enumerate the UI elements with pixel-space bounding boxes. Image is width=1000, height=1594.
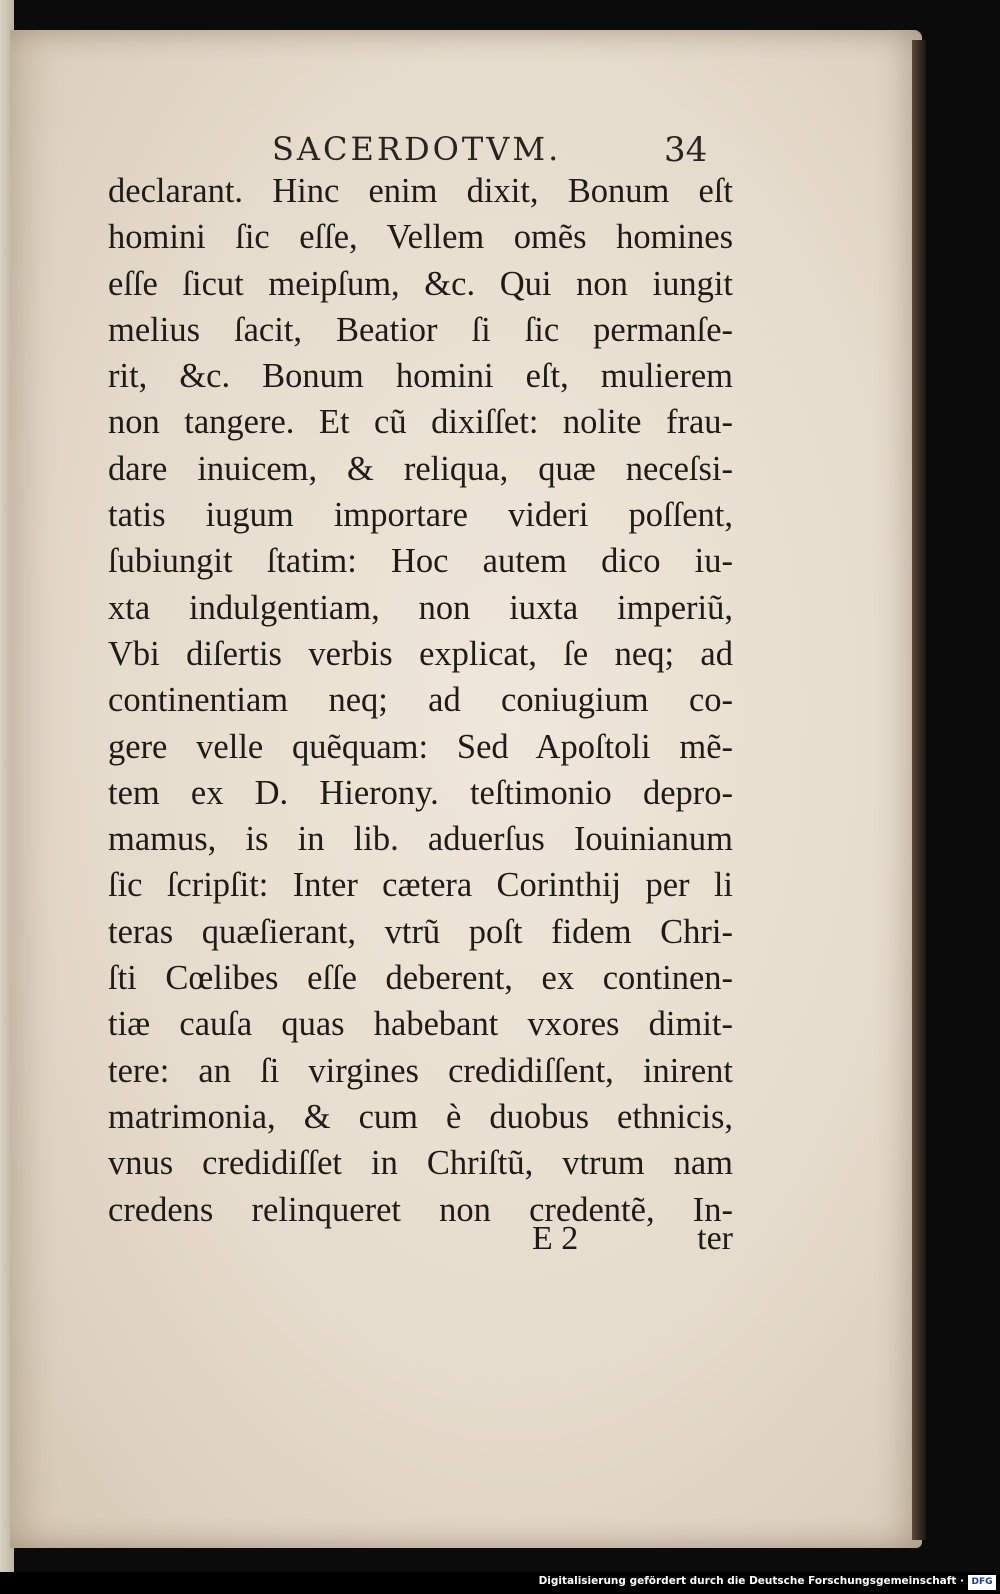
text-line: declarant. Hinc enim dixit, Bonum eſt xyxy=(108,172,733,210)
page-header xyxy=(272,130,712,170)
text-line: tiæ cauſa quas habebant vxores dimit- xyxy=(108,1005,733,1044)
text-line: teras quæſierant, vtrũ poſt fidem Chri- xyxy=(108,912,733,951)
text-line: tatis iugum importare videri poſſent, xyxy=(108,496,733,535)
credit-text: Digitalisierung gefördert durch die Deutsche Forschungsgemeinschaft · xyxy=(538,1575,964,1587)
page-footer xyxy=(108,1220,733,1264)
text-line: ſti Cœlibes eſſe deberent, ex continen- xyxy=(108,959,733,998)
dfg-logo-icon: DFG xyxy=(968,1575,996,1590)
text-line: tere: an ſi virgines credidiſſent, inirent xyxy=(108,1051,733,1090)
catchword: ter xyxy=(697,1220,733,1257)
text-line: rit, &c. Bonum homini eſt, mulierem xyxy=(108,357,733,396)
text-line: matrimonia, & cum è duobus ethnicis, xyxy=(108,1097,733,1136)
body-text xyxy=(108,168,733,1233)
text-line: ſubiungit ſtatim: Hoc autem dico iu- xyxy=(108,542,733,581)
signature-mark: E 2 xyxy=(532,1220,579,1257)
text-line: xta indulgentiam, non iuxta imperiũ, xyxy=(108,588,733,627)
text-line: mamus, is in lib. aduerſus Iouinianum xyxy=(108,820,733,859)
page-number: 34 xyxy=(664,130,708,170)
text-line: tem ex D. Hierony. teſtimonio depro- xyxy=(108,773,733,812)
text-line: dare inuicem, & reliqua, quæ neceſsi- xyxy=(108,449,733,488)
text-line: homini ſic eſſe, Vellem omẽs homines xyxy=(108,218,733,257)
digitization-credit-bar xyxy=(0,1572,1000,1594)
text-line: eſſe ſicut meipſum, &c. Qui non iungit xyxy=(108,264,733,303)
text-line: continentiam neq; ad coniugium co- xyxy=(108,681,733,720)
text-line: vnus credidiſſet in Chriſtũ, vtrum nam xyxy=(108,1144,733,1183)
text-line: non tangere. Et cũ dixiſſet: nolite frau- xyxy=(108,403,733,442)
text-line: Vbi diſertis verbis explicat, ſe neq; ad xyxy=(108,634,733,673)
text-line: credens relinqueret non credentẽ, In- xyxy=(108,1190,733,1229)
text-line: gere velle quẽquam: Sed Apoſtoli mẽ- xyxy=(108,727,733,766)
running-head: SACERDOTVM. xyxy=(272,130,562,168)
page-fold-shadow xyxy=(912,40,926,1540)
text-line: ſic ſcripſit: Inter cætera Corinthij per li xyxy=(108,866,733,905)
text-line: melius ſacit, Beatior ſi ſic permanſe- xyxy=(108,310,733,349)
